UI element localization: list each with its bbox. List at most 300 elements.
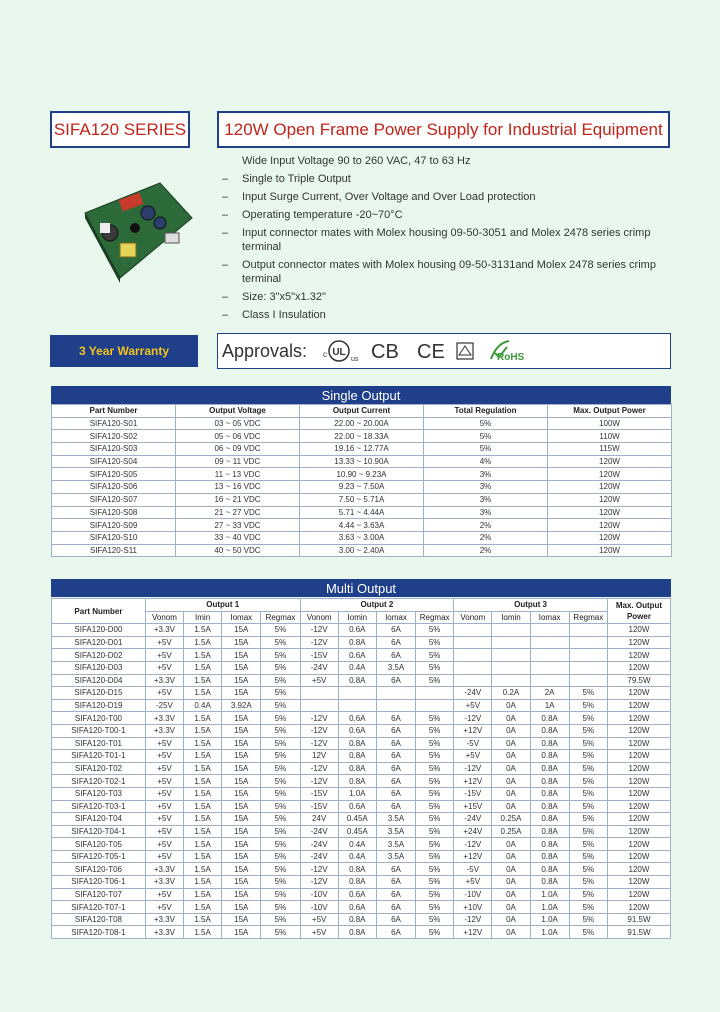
table-cell: 5% bbox=[261, 649, 300, 662]
feature-item bbox=[222, 208, 662, 222]
table-cell bbox=[416, 687, 454, 700]
table-cell: 1.5A bbox=[184, 737, 222, 750]
table-cell: 15A bbox=[222, 901, 261, 914]
table-cell: +3.3V bbox=[145, 876, 183, 889]
table-cell: 3% bbox=[424, 506, 548, 519]
table-cell: 0A bbox=[492, 762, 530, 775]
table-cell bbox=[338, 687, 376, 700]
table-cell: 6A bbox=[376, 901, 415, 914]
table-cell: 15A bbox=[222, 926, 261, 939]
table-cell: 11 ~ 13 VDC bbox=[176, 468, 300, 481]
table-cell: +3.3V bbox=[145, 624, 183, 637]
table-cell: -10V bbox=[300, 901, 338, 914]
table-cell: 19.16 ~ 12.77A bbox=[300, 443, 424, 456]
ce-mark: CE bbox=[417, 341, 445, 363]
feature-bullet: – bbox=[222, 173, 229, 185]
table-cell: 0.8A bbox=[530, 850, 569, 863]
multi-sub-header: Regmax bbox=[416, 611, 454, 624]
table-cell: 5% bbox=[416, 787, 454, 800]
table-cell: 115W bbox=[548, 443, 672, 456]
table-cell: -12V bbox=[300, 636, 338, 649]
table-cell: 0.2A bbox=[492, 687, 530, 700]
table-cell: 1.5A bbox=[184, 687, 222, 700]
table-cell: SIFA120-S06 bbox=[52, 481, 176, 494]
table-row bbox=[52, 506, 672, 519]
table-cell: 1.5A bbox=[184, 800, 222, 813]
table-cell: 5% bbox=[261, 636, 300, 649]
table-cell: 15A bbox=[222, 724, 261, 737]
table-row bbox=[52, 493, 672, 506]
table-cell: 120W bbox=[607, 724, 670, 737]
table-cell: 5% bbox=[569, 863, 607, 876]
feature-text: Operating temperature -20~70°C bbox=[242, 209, 403, 221]
feature-bullet: – bbox=[222, 227, 229, 239]
table-cell: 120W bbox=[607, 863, 670, 876]
table-cell: 6A bbox=[376, 926, 415, 939]
table-cell: -24V bbox=[300, 661, 338, 674]
power-supply-image bbox=[80, 178, 195, 283]
ce-logo-icon bbox=[417, 339, 445, 363]
table-cell: 0.8A bbox=[530, 712, 569, 725]
table-cell: 3.5A bbox=[376, 825, 415, 838]
table-row bbox=[52, 649, 671, 662]
table-row bbox=[52, 737, 671, 750]
table-cell: 0.8A bbox=[338, 775, 376, 788]
table-cell: 5.71 ~ 4.44A bbox=[300, 506, 424, 519]
table-row bbox=[52, 468, 672, 481]
table-cell: 0.6A bbox=[338, 649, 376, 662]
table-cell: 0.8A bbox=[338, 863, 376, 876]
table-cell: 5% bbox=[261, 687, 300, 700]
table-cell: SIFA120-T01 bbox=[52, 737, 146, 750]
table-cell: 0.4A bbox=[338, 850, 376, 863]
table-cell: 1.5A bbox=[184, 762, 222, 775]
table-cell: -5V bbox=[454, 737, 492, 750]
table-cell: 22.00 ~ 20.00A bbox=[300, 417, 424, 430]
table-cell: 6A bbox=[376, 863, 415, 876]
table-cell: -12V bbox=[300, 775, 338, 788]
table-cell: 1.5A bbox=[184, 750, 222, 763]
table-cell: 120W bbox=[607, 876, 670, 889]
cul-us-logo-icon bbox=[317, 339, 361, 363]
multi-sub-header: Iomax bbox=[376, 611, 415, 624]
table-cell: SIFA120-T07-1 bbox=[52, 901, 146, 914]
table-cell: 5% bbox=[569, 699, 607, 712]
table-row bbox=[52, 712, 671, 725]
table-cell bbox=[530, 674, 569, 687]
table-row bbox=[52, 775, 671, 788]
table-cell bbox=[454, 661, 492, 674]
table-cell: 120W bbox=[548, 531, 672, 544]
table-cell: 1.0A bbox=[530, 901, 569, 914]
table-cell: 5% bbox=[569, 813, 607, 826]
table-cell: 5% bbox=[261, 888, 300, 901]
table-cell bbox=[569, 636, 607, 649]
table-cell: 1.0A bbox=[530, 888, 569, 901]
table-cell: 5% bbox=[569, 888, 607, 901]
table-cell: 13.33 ~ 10.90A bbox=[300, 455, 424, 468]
table-cell: +5V bbox=[145, 661, 183, 674]
table-cell: 5% bbox=[416, 636, 454, 649]
table-cell bbox=[376, 687, 415, 700]
table-cell bbox=[530, 636, 569, 649]
table-cell: 0.4A bbox=[338, 838, 376, 851]
table-cell: 120W bbox=[607, 901, 670, 914]
table-cell: SIFA120-S08 bbox=[52, 506, 176, 519]
table-cell: 6A bbox=[376, 876, 415, 889]
table-cell: 5% bbox=[416, 850, 454, 863]
table-cell: 0.8A bbox=[530, 800, 569, 813]
table-cell: 0A bbox=[492, 850, 530, 863]
table-cell: +24V bbox=[454, 825, 492, 838]
table-cell: +3.3V bbox=[145, 926, 183, 939]
table-cell: 1.5A bbox=[184, 901, 222, 914]
table-cell: 0.8A bbox=[338, 876, 376, 889]
feature-text: Size: 3"x5"x1.32" bbox=[242, 291, 326, 303]
table-cell: 1.5A bbox=[184, 926, 222, 939]
table-cell: 5% bbox=[416, 624, 454, 637]
table-cell: +3.3V bbox=[145, 863, 183, 876]
table-cell: 6A bbox=[376, 913, 415, 926]
table-cell: 5% bbox=[569, 825, 607, 838]
table-cell: 5% bbox=[261, 661, 300, 674]
table-cell: -12V bbox=[300, 712, 338, 725]
table-cell: SIFA120-T00-1 bbox=[52, 724, 146, 737]
table-cell: 2% bbox=[424, 531, 548, 544]
table-cell: 5% bbox=[569, 712, 607, 725]
feature-item bbox=[222, 258, 662, 286]
table-cell: -24V bbox=[454, 813, 492, 826]
table-cell: 120W bbox=[548, 506, 672, 519]
table-row bbox=[52, 430, 672, 443]
table-cell bbox=[416, 699, 454, 712]
feature-item bbox=[222, 154, 662, 168]
table-cell: +3.3V bbox=[145, 674, 183, 687]
table-cell: 1.5A bbox=[184, 674, 222, 687]
table-cell: 0A bbox=[492, 800, 530, 813]
table-cell: 15A bbox=[222, 636, 261, 649]
table-cell: 5% bbox=[416, 825, 454, 838]
table-cell: 120W bbox=[607, 624, 670, 637]
table-row bbox=[52, 913, 671, 926]
single-column-header: Part Number bbox=[52, 405, 176, 418]
table-row bbox=[52, 926, 671, 939]
table-cell: 5% bbox=[424, 443, 548, 456]
table-cell: 5% bbox=[416, 674, 454, 687]
table-cell: 0A bbox=[492, 712, 530, 725]
table-row bbox=[52, 838, 671, 851]
table-cell: 0.6A bbox=[338, 624, 376, 637]
table-cell: -12V bbox=[300, 724, 338, 737]
table-cell: 0.6A bbox=[338, 800, 376, 813]
table-row bbox=[52, 888, 671, 901]
table-cell: 15A bbox=[222, 850, 261, 863]
table-cell: 0.4A bbox=[184, 699, 222, 712]
table-cell: +5V bbox=[145, 636, 183, 649]
table-cell: 120W bbox=[607, 838, 670, 851]
table-cell: 5% bbox=[416, 901, 454, 914]
table-cell: SIFA120-D04 bbox=[52, 674, 146, 687]
table-cell: 5% bbox=[261, 762, 300, 775]
table-cell: +5V bbox=[145, 687, 183, 700]
table-cell: 1.0A bbox=[530, 913, 569, 926]
table-cell: 5% bbox=[416, 838, 454, 851]
table-cell: 120W bbox=[607, 775, 670, 788]
table-cell: 5% bbox=[569, 750, 607, 763]
table-cell: +5V bbox=[145, 750, 183, 763]
table-row bbox=[52, 876, 671, 889]
table-row bbox=[52, 544, 672, 557]
table-row bbox=[52, 850, 671, 863]
multi-output-title: Multi Output bbox=[51, 579, 671, 597]
table-cell: 5% bbox=[261, 813, 300, 826]
table-row bbox=[52, 750, 671, 763]
tuv-logo-icon bbox=[455, 339, 477, 363]
table-cell: 4% bbox=[424, 455, 548, 468]
table-cell: 5% bbox=[261, 850, 300, 863]
table-cell: 6A bbox=[376, 649, 415, 662]
table-cell: +5V bbox=[145, 825, 183, 838]
table-cell: +5V bbox=[454, 876, 492, 889]
table-row bbox=[52, 813, 671, 826]
table-cell: 2A bbox=[530, 687, 569, 700]
table-cell: +5V bbox=[145, 762, 183, 775]
multi-sub-header: Vonom bbox=[145, 611, 183, 624]
table-cell: 0.8A bbox=[530, 787, 569, 800]
table-cell: -15V bbox=[300, 787, 338, 800]
table-cell: 120W bbox=[607, 800, 670, 813]
table-cell: SIFA120-T04-1 bbox=[52, 825, 146, 838]
rohs-logo-icon bbox=[487, 339, 527, 363]
table-cell: 15A bbox=[222, 913, 261, 926]
table-cell: 10.90 ~ 9.23A bbox=[300, 468, 424, 481]
table-row bbox=[52, 901, 671, 914]
table-row bbox=[52, 519, 672, 532]
table-cell: 5% bbox=[416, 661, 454, 674]
table-cell: 0.8A bbox=[338, 636, 376, 649]
table-cell: 6A bbox=[376, 800, 415, 813]
single-column-header: Output Current bbox=[300, 405, 424, 418]
table-cell: 5% bbox=[416, 926, 454, 939]
table-cell: 5% bbox=[261, 724, 300, 737]
table-cell: SIFA120-T06 bbox=[52, 863, 146, 876]
multi-sub-header: Imin bbox=[184, 611, 222, 624]
table-cell: 120W bbox=[607, 687, 670, 700]
table-cell: 0A bbox=[492, 888, 530, 901]
table-cell: 6A bbox=[376, 724, 415, 737]
table-cell: 120W bbox=[607, 787, 670, 800]
feature-bullet: – bbox=[222, 291, 229, 303]
table-cell: 1.5A bbox=[184, 661, 222, 674]
output-2-header: Output 2 bbox=[300, 599, 454, 612]
table-cell bbox=[569, 649, 607, 662]
table-cell: 24V bbox=[300, 813, 338, 826]
table-cell: 1.5A bbox=[184, 838, 222, 851]
table-cell: +5V bbox=[145, 775, 183, 788]
table-cell: +5V bbox=[300, 913, 338, 926]
table-cell: 5% bbox=[261, 674, 300, 687]
table-cell: 2% bbox=[424, 519, 548, 532]
table-cell: +5V bbox=[145, 787, 183, 800]
table-cell: 5% bbox=[261, 624, 300, 637]
table-cell: -24V bbox=[454, 687, 492, 700]
table-cell: 0A bbox=[492, 699, 530, 712]
table-cell: 120W bbox=[607, 712, 670, 725]
table-cell: 5% bbox=[416, 813, 454, 826]
table-cell: 120W bbox=[607, 850, 670, 863]
table-cell: 6A bbox=[376, 750, 415, 763]
approvals-label: Approvals: bbox=[222, 340, 308, 361]
table-row bbox=[52, 699, 671, 712]
table-cell: -12V bbox=[300, 863, 338, 876]
table-cell: SIFA120-S09 bbox=[52, 519, 176, 532]
table-cell: SIFA120-D00 bbox=[52, 624, 146, 637]
table-cell bbox=[492, 636, 530, 649]
table-cell: 1.5A bbox=[184, 863, 222, 876]
table-cell: 0A bbox=[492, 775, 530, 788]
table-cell bbox=[454, 674, 492, 687]
table-cell: 1.5A bbox=[184, 913, 222, 926]
table-cell: 3.5A bbox=[376, 813, 415, 826]
table-cell: 0.25A bbox=[492, 813, 530, 826]
table-cell: 0.8A bbox=[338, 913, 376, 926]
table-cell: 0A bbox=[492, 787, 530, 800]
table-row bbox=[52, 787, 671, 800]
table-row bbox=[52, 674, 671, 687]
table-cell: 0.8A bbox=[338, 750, 376, 763]
table-cell: 0.8A bbox=[530, 737, 569, 750]
feature-item bbox=[222, 308, 662, 322]
table-cell: 15A bbox=[222, 750, 261, 763]
table-cell: 0A bbox=[492, 901, 530, 914]
multi-sub-header: Regmax bbox=[569, 611, 607, 624]
table-cell: 0A bbox=[492, 737, 530, 750]
table-cell: 5% bbox=[261, 926, 300, 939]
table-cell bbox=[376, 699, 415, 712]
table-cell: 120W bbox=[548, 481, 672, 494]
table-cell: SIFA120-T08 bbox=[52, 913, 146, 926]
table-cell: 3.92A bbox=[222, 699, 261, 712]
single-column-header: Total Regulation bbox=[424, 405, 548, 418]
table-cell: 5% bbox=[416, 750, 454, 763]
feature-item bbox=[222, 172, 662, 186]
table-cell: SIFA120-D01 bbox=[52, 636, 146, 649]
multi-sub-header: Iomin bbox=[492, 611, 530, 624]
table-cell: SIFA120-T07 bbox=[52, 888, 146, 901]
table-cell: 3.00 ~ 2.40A bbox=[300, 544, 424, 557]
table-cell: 6A bbox=[376, 624, 415, 637]
table-cell: 6A bbox=[376, 775, 415, 788]
feature-text: Output connector mates with Molex housing 09-50-3131and Molex 2478 series crimp terminal bbox=[242, 259, 656, 285]
table-cell: SIFA120-T01-1 bbox=[52, 750, 146, 763]
table-cell: 5% bbox=[261, 838, 300, 851]
approvals-box bbox=[217, 333, 671, 369]
table-cell: 15A bbox=[222, 687, 261, 700]
table-cell: -12V bbox=[454, 838, 492, 851]
table-cell bbox=[530, 649, 569, 662]
feature-item bbox=[222, 190, 662, 204]
table-cell: 0.8A bbox=[530, 825, 569, 838]
product-description-title: 120W Open Frame Power Supply for Industrial Equipment bbox=[217, 111, 670, 148]
table-cell: 0.8A bbox=[530, 750, 569, 763]
table-row bbox=[52, 636, 671, 649]
table-cell: 5% bbox=[569, 724, 607, 737]
table-cell: 100W bbox=[548, 417, 672, 430]
multi-output-table bbox=[51, 598, 671, 939]
table-cell: 5% bbox=[261, 775, 300, 788]
table-cell: 06 ~ 09 VDC bbox=[176, 443, 300, 456]
ul-c-mark: c bbox=[323, 350, 328, 359]
table-cell: SIFA120-T04 bbox=[52, 813, 146, 826]
table-cell: 0.6A bbox=[338, 888, 376, 901]
table-cell: 1.5A bbox=[184, 825, 222, 838]
table-cell: SIFA120-D03 bbox=[52, 661, 146, 674]
table-cell: 12V bbox=[300, 750, 338, 763]
table-cell: 91.5W bbox=[607, 913, 670, 926]
table-cell: 3% bbox=[424, 493, 548, 506]
table-cell: 5% bbox=[416, 712, 454, 725]
table-cell: 5% bbox=[569, 775, 607, 788]
table-cell: 5% bbox=[261, 825, 300, 838]
table-cell: 0.8A bbox=[338, 762, 376, 775]
table-cell: +12V bbox=[454, 926, 492, 939]
table-cell: SIFA120-D15 bbox=[52, 687, 146, 700]
table-cell: 2% bbox=[424, 544, 548, 557]
multi-sub-header: Iomin bbox=[338, 611, 376, 624]
table-row bbox=[52, 800, 671, 813]
table-cell: +5V bbox=[145, 800, 183, 813]
table-cell: 1.5A bbox=[184, 787, 222, 800]
table-cell: 05 ~ 06 VDC bbox=[176, 430, 300, 443]
table-cell: 0A bbox=[492, 724, 530, 737]
table-cell: 15A bbox=[222, 775, 261, 788]
table-cell: 120W bbox=[607, 750, 670, 763]
feature-bullet: – bbox=[222, 309, 229, 321]
table-cell: -15V bbox=[454, 787, 492, 800]
table-cell: 0.6A bbox=[338, 712, 376, 725]
table-cell: 0A bbox=[492, 926, 530, 939]
table-cell: SIFA120-T03 bbox=[52, 787, 146, 800]
table-cell: 13 ~ 16 VDC bbox=[176, 481, 300, 494]
table-cell: SIFA120-S05 bbox=[52, 468, 176, 481]
table-cell: +5V bbox=[145, 813, 183, 826]
table-cell: 5% bbox=[424, 417, 548, 430]
table-cell: 5% bbox=[424, 430, 548, 443]
table-cell: SIFA120-S04 bbox=[52, 455, 176, 468]
table-cell: SIFA120-D19 bbox=[52, 699, 146, 712]
table-cell: 5% bbox=[569, 838, 607, 851]
table-cell: -12V bbox=[300, 737, 338, 750]
table-cell: 15A bbox=[222, 876, 261, 889]
table-cell: 09 ~ 11 VDC bbox=[176, 455, 300, 468]
table-cell: -10V bbox=[454, 888, 492, 901]
table-cell bbox=[530, 661, 569, 674]
output-3-header: Output 3 bbox=[454, 599, 608, 612]
table-cell: +5V bbox=[145, 888, 183, 901]
table-cell bbox=[492, 649, 530, 662]
feature-text: Class I Insulation bbox=[242, 309, 326, 321]
table-cell: 0.6A bbox=[338, 901, 376, 914]
table-cell: 5% bbox=[569, 800, 607, 813]
table-cell: 0.8A bbox=[530, 724, 569, 737]
table-cell: 6A bbox=[376, 787, 415, 800]
table-cell: 0A bbox=[492, 876, 530, 889]
table-cell: +5V bbox=[454, 699, 492, 712]
feature-list bbox=[222, 154, 662, 326]
table-cell: 5% bbox=[569, 737, 607, 750]
table-cell: 3% bbox=[424, 468, 548, 481]
table-cell: 0.8A bbox=[530, 838, 569, 851]
